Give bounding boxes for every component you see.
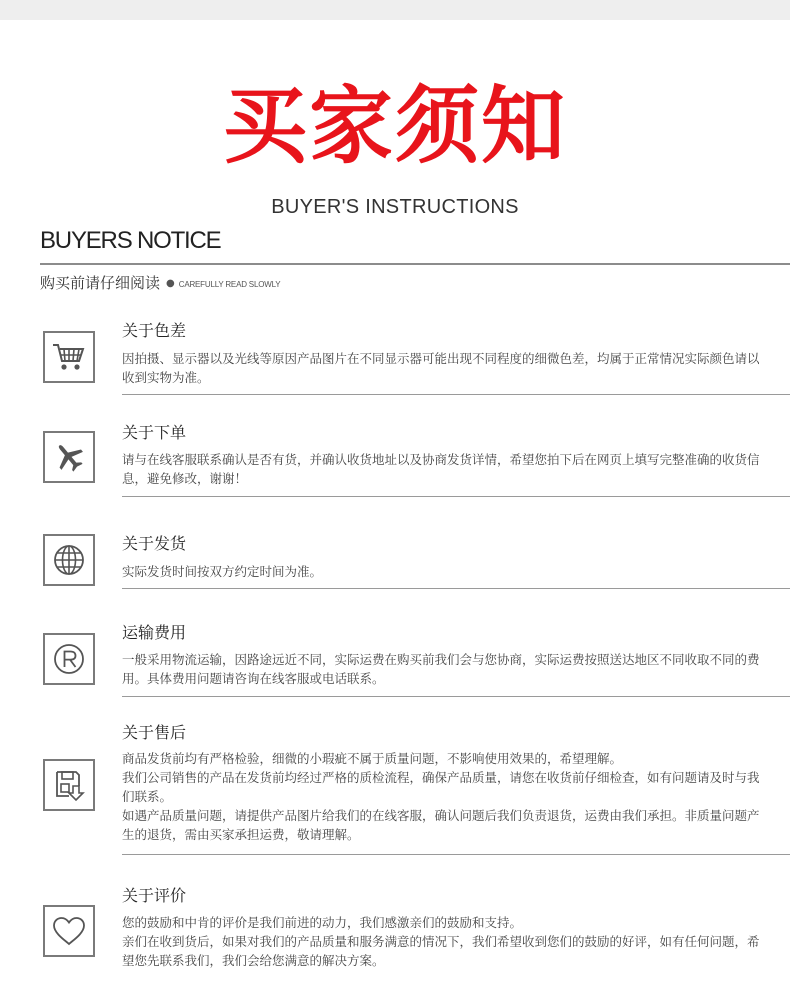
section-paragraph: 实际发货时间按双方约定时间为准。 [122,564,323,579]
section-divider [122,496,790,497]
read-carefully-cn: 购买前请仔细阅读 [40,274,161,292]
section-divider [122,394,790,395]
globe-icon [43,534,95,586]
section-body [122,450,770,488]
section-divider [122,588,790,589]
section-title: 关于下单 [122,423,187,442]
shopping-cart-icon [43,331,95,383]
section-body [122,913,770,970]
page-subtitle: BUYER'S INSTRUCTIONS [271,196,519,218]
section-paragraph: 您的鼓励和中肯的评价是我们前进的动力，我们感激亲们的鼓励和支持。 [122,915,523,930]
section-title: 运输费用 [122,623,187,642]
registered-icon [43,633,95,685]
section-paragraph: 因拍摄、显示器以及光线等原因产品图片在不同显示器可能出现不同程度的细微色差，均属于正常情况实际颜色请以收到实物为准。 [122,351,760,385]
section-title: 关于评价 [122,886,187,905]
section-paragraph: 如遇产品质量问题，请提供产品图片给我们的在线客服，确认问题后我们负责退货，运费由我们承担。非质量问题产生的退货，需由买家承担运费，敬请理解。 [122,808,760,842]
section-paragraph: 请与在线客服联系确认是否有货，并确认收货地址以及协商发货详情，希望您拍下后在网页上填写完整准确的收货信息，避免修改，谢谢！ [122,452,760,486]
heading-divider [40,263,790,265]
section-divider [122,854,790,855]
section-body [122,349,770,387]
bullet-dot: ● [166,278,175,289]
section-paragraph: 亲们在收到货后，如果对我们的产品质量和服务满意的情况下，我们希望收到您们的鼓励的好评，如有任何问题，希望您先联系我们，我们会给您满意的解决方案。 [122,934,760,968]
section-body [122,650,770,688]
section-body [122,749,770,844]
section-title: 关于色差 [122,321,187,340]
save-download-icon [43,759,95,811]
heart-icon [43,905,95,957]
page-title: 买家须知 [222,77,567,175]
section-body [122,562,770,581]
section-paragraph: 我们公司销售的产品在发货前均经过严格的质检流程，确保产品质量，请您在收货前仔细检查，如有问题请及时与我们联系。 [122,770,760,804]
top-band [0,0,790,20]
section-paragraph: 商品发货前均有严格检验，细微的小瑕疵不属于质量问题，不影响使用效果的，希望理解。 [122,751,623,766]
read-carefully-en: CAREFULLY READ SLOWLY [178,279,281,289]
section-title: 关于售后 [122,723,187,742]
section-paragraph: 一般采用物流运输，因路途远近不同，实际运费在购买前我们会与您协商，实际运费按照送达地区不同收取不同的费用。具体费用问题请咨询在线客服或电话联系。 [122,652,760,686]
airplane-icon [43,431,95,483]
read-carefully-line [40,272,280,293]
section-title: 关于发货 [122,534,187,553]
section-divider [122,696,790,697]
notice-heading: BUYERS NOTICE [40,227,221,254]
